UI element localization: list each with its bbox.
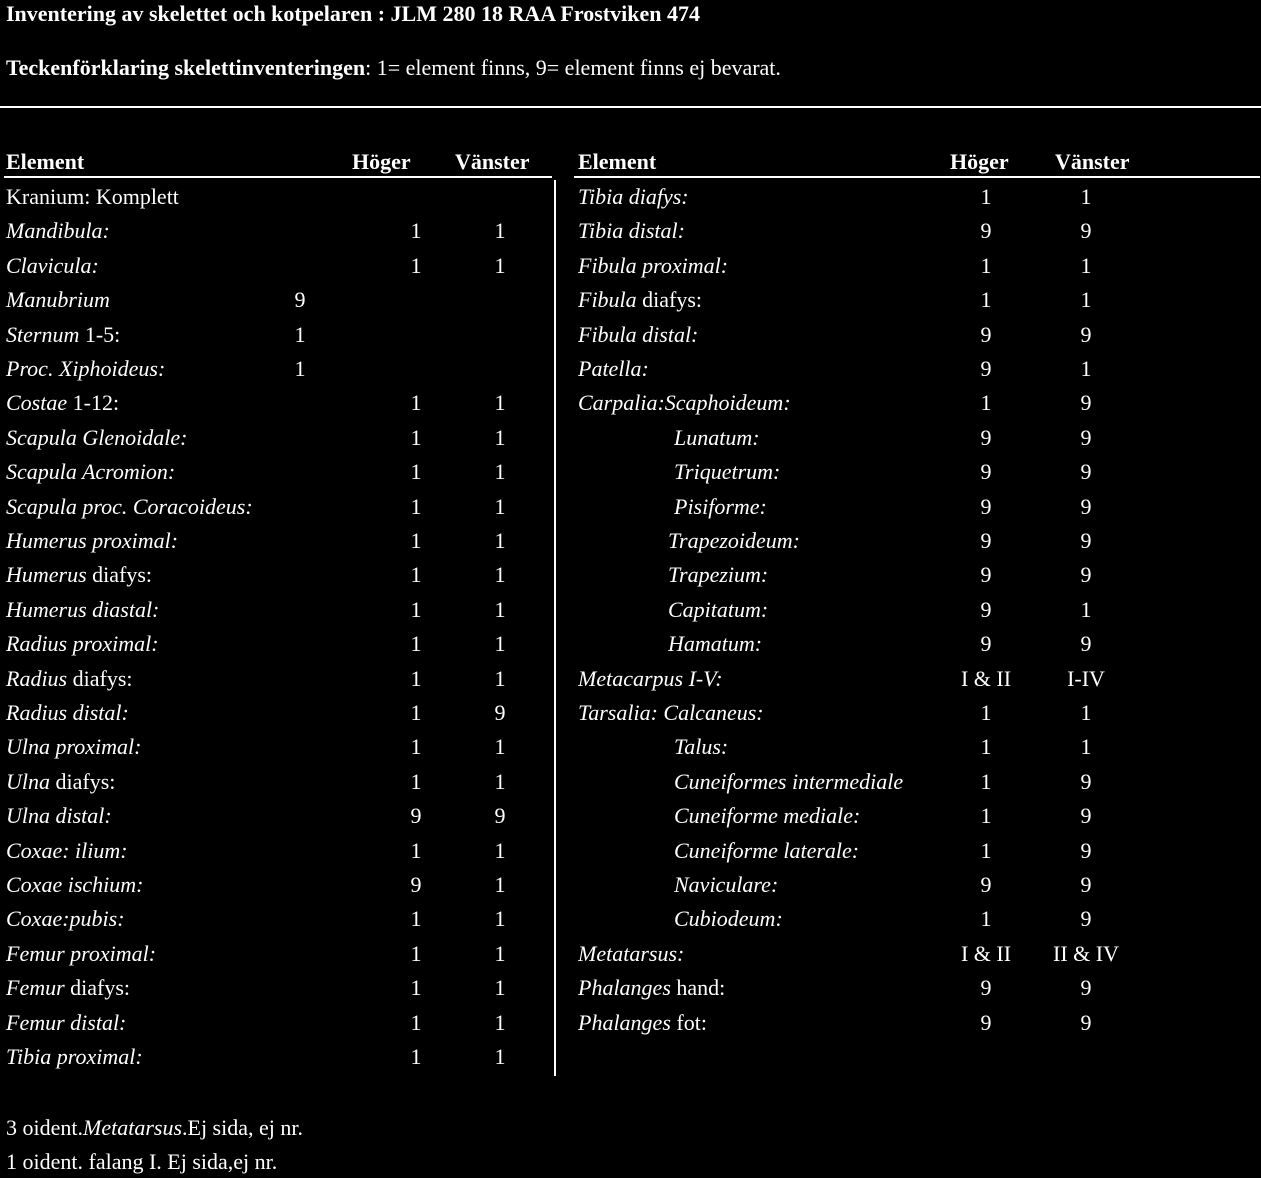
element-name-italic: Patella: — [578, 356, 649, 381]
left-table-row — [0, 558, 554, 592]
element-name-plain: hand: — [670, 975, 726, 1001]
value-hoger: 9 — [980, 528, 992, 553]
element-name-italic: Radius — [6, 665, 68, 691]
document-title: Inventering av skelettet och kotpelaren : JLM 280 18 RAA Frostviken 474 — [6, 1, 700, 26]
value-hoger: 1 — [980, 768, 992, 794]
column-divider — [554, 180, 556, 1076]
left-table-row — [0, 937, 554, 971]
right-table-row — [560, 834, 1260, 868]
element-name — [674, 490, 767, 524]
element-name — [6, 696, 129, 730]
value-hoger: 1 — [410, 665, 422, 691]
element-name-plain: diafys: — [86, 562, 153, 588]
element-name-italic: Naviculare: — [674, 872, 779, 897]
note-2 — [6, 1148, 277, 1176]
right-table-row — [560, 283, 1260, 317]
right-table-row — [560, 902, 1260, 936]
element-name-italic: Mandibula: — [6, 218, 110, 244]
element-name-italic: Talus: — [674, 734, 729, 760]
value-hoger: 9 — [980, 459, 992, 485]
left-table-row — [0, 455, 554, 489]
value-vanster: 9 — [1080, 872, 1092, 897]
left-table-row — [0, 490, 554, 524]
value-hoger: 1 — [410, 768, 422, 794]
right-table-row — [560, 1006, 1260, 1040]
left-header-underline — [4, 176, 552, 178]
left-table-row — [0, 352, 554, 386]
value-vanster: 1 — [494, 665, 506, 691]
value-hoger: I & II — [960, 940, 1012, 966]
element-name-italic: Scapula Acromion: — [6, 459, 176, 485]
value-hoger: 9 — [980, 321, 992, 347]
left-header-vanster: Vänster — [455, 149, 530, 174]
right-table-row — [560, 696, 1260, 730]
element-name — [6, 421, 187, 455]
value-vanster: 9 — [494, 700, 506, 725]
value-vanster: 9 — [1080, 424, 1092, 450]
element-name — [6, 249, 99, 283]
note-1 — [6, 1114, 303, 1142]
value-vanster: 9 — [1080, 562, 1092, 588]
element-name-italic: Scapula proc. Coracoideus: — [6, 493, 253, 519]
value-vanster: 1 — [1080, 252, 1092, 278]
element-name-italic: Scapula Glenoidale: — [6, 424, 188, 450]
right-table-row — [560, 662, 1260, 696]
value-hoger: 1 — [410, 940, 422, 966]
element-name-italic: Ulna distal: — [6, 803, 112, 829]
right-table-row — [560, 937, 1260, 971]
value-hoger: 1 — [410, 459, 422, 485]
value-vanster: 1 — [494, 1009, 506, 1035]
element-name-italic: Proc. Xiphoideus: — [6, 356, 166, 381]
value-vanster: 1 — [494, 459, 506, 485]
element-name — [674, 834, 859, 868]
value-hoger: 9 — [980, 872, 992, 897]
element-name-italic: Tarsalia: Calcaneus: — [578, 700, 764, 725]
value-vanster: 1 — [494, 390, 506, 416]
note-1-after: .Ej sida, ej nr. — [182, 1115, 303, 1140]
right-table-row — [560, 490, 1260, 524]
element-name-italic: Femur — [6, 975, 65, 1001]
element-name — [674, 799, 860, 833]
value-hoger: 1 — [980, 906, 992, 932]
element-name — [6, 730, 141, 764]
right-table-row — [560, 214, 1260, 248]
value-vanster: 1 — [494, 218, 506, 244]
right-table-row — [560, 180, 1260, 214]
element-name — [668, 627, 762, 661]
value-vanster: 9 — [1080, 803, 1092, 829]
right-table-row — [560, 318, 1260, 352]
right-table-row — [560, 765, 1260, 799]
right-table-row — [560, 421, 1260, 455]
element-name-plain: diafys: — [636, 287, 703, 313]
element-name-italic: Humerus diastal: — [6, 596, 160, 622]
value-vanster: 1 — [1080, 287, 1092, 313]
left-table-row — [0, 799, 554, 833]
value-vanster: 1 — [494, 424, 506, 450]
value-hoger: 1 — [410, 562, 422, 588]
element-name — [578, 283, 702, 317]
value-vanster: 1 — [494, 562, 506, 588]
value-vanster: 9 — [1080, 1009, 1092, 1035]
value-hoger: 1 — [980, 837, 992, 863]
element-name-italic: Lunatum: — [674, 424, 760, 450]
value-vanster: 1 — [494, 596, 506, 622]
value-vanster: 1 — [494, 975, 506, 1001]
left-table-row — [0, 868, 554, 902]
value-vanster: 1 — [494, 631, 506, 657]
element-name — [6, 318, 120, 352]
element-name — [6, 1040, 143, 1074]
element-name-italic: Coxae:pubis: — [6, 906, 125, 932]
element-name — [6, 455, 175, 489]
element-name-italic: Costae — [6, 390, 68, 416]
value-vanster: 9 — [1080, 768, 1092, 794]
right-header-hoger: Höger — [950, 149, 1009, 174]
element-name-plain: 1-5: — [79, 321, 121, 347]
element-name-italic: Cuneiforme mediale: — [674, 803, 861, 829]
right-table-row — [560, 627, 1260, 661]
value-hoger: 1 — [410, 1044, 422, 1069]
element-name — [578, 249, 728, 283]
element-name-italic: Tibia distal: — [578, 218, 685, 244]
right-table-row — [560, 386, 1260, 420]
value-hoger: 1 — [410, 252, 422, 278]
element-name-plain: 1-12: — [67, 390, 120, 416]
right-table-row — [560, 558, 1260, 592]
value-hoger: I & II — [960, 665, 1012, 691]
value-hoger: 1 — [980, 734, 992, 760]
element-name-plain: diafys: — [64, 975, 131, 1001]
element-name-italic: Fibula proximal: — [578, 252, 729, 278]
value-vanster: II & IV — [1053, 940, 1119, 966]
left-table-row — [0, 1040, 554, 1074]
element-name-italic: Cubiodeum: — [674, 906, 783, 932]
value-vanster: 1 — [494, 872, 506, 897]
value-unsided: 1 — [294, 356, 306, 381]
element-name — [578, 937, 684, 971]
element-name-italic: Metatarsus: — [578, 940, 685, 966]
element-name-italic: Cuneiformes intermediale — [674, 768, 904, 794]
value-hoger: 1 — [980, 700, 992, 725]
element-name — [6, 386, 119, 420]
element-name — [6, 214, 110, 248]
value-vanster: 1 — [494, 906, 506, 932]
value-hoger: 1 — [410, 528, 422, 553]
element-name — [578, 318, 698, 352]
value-hoger: 1 — [980, 287, 992, 313]
element-name-plain: diafys: — [50, 768, 116, 794]
element-name-italic: Femur proximal: — [6, 940, 157, 966]
value-hoger: 9 — [980, 1009, 992, 1035]
value-vanster: 9 — [494, 803, 506, 829]
value-hoger: 1 — [410, 1009, 422, 1035]
element-name — [6, 352, 165, 386]
left-table-row — [0, 593, 554, 627]
left-table-row — [0, 386, 554, 420]
value-vanster: 9 — [1080, 390, 1092, 416]
left-table-row — [0, 180, 554, 214]
element-name-italic: Ulna proximal: — [6, 734, 142, 760]
value-vanster: 1 — [494, 528, 506, 553]
element-name-italic: Carpalia:Scaphoideum: — [578, 390, 791, 416]
value-hoger: 9 — [980, 631, 992, 657]
element-name-plain: Kranium: Komplett — [6, 184, 179, 209]
element-name-italic: Pisiforme: — [674, 493, 767, 519]
value-unsided: 1 — [294, 321, 306, 347]
left-table-row — [0, 765, 554, 799]
element-name — [578, 352, 649, 386]
element-name-italic: Fibula distal: — [578, 321, 699, 347]
value-vanster: 9 — [1080, 906, 1092, 932]
element-name — [6, 937, 156, 971]
value-vanster: I-IV — [1067, 665, 1105, 691]
note-1-before: 3 oident. — [6, 1115, 83, 1140]
element-name-italic: Capitatum: — [668, 596, 769, 622]
left-table-row — [0, 421, 554, 455]
left-table-row — [0, 1006, 554, 1040]
value-vanster: 9 — [1080, 975, 1092, 1001]
value-hoger: 9 — [980, 975, 992, 1001]
element-name-italic: Tibia proximal: — [6, 1044, 143, 1069]
legend-text: : 1= element finns, 9= element finns ej bevarat. — [365, 55, 781, 80]
element-name-italic: Fibula — [578, 287, 637, 313]
value-vanster: 1 — [1080, 700, 1092, 725]
legend-line — [6, 54, 781, 82]
element-name — [674, 421, 760, 455]
left-table-row — [0, 249, 554, 283]
element-name — [6, 868, 143, 902]
right-header-element: Element — [578, 149, 657, 174]
legend-label: Teckenförklaring skelettinventeringen — [6, 55, 366, 80]
value-hoger: 1 — [410, 906, 422, 932]
element-name-italic: Tibia diafys: — [578, 184, 689, 209]
value-hoger: 9 — [980, 356, 992, 381]
element-name-italic: Trapezium: — [668, 562, 769, 588]
right-table-row — [560, 799, 1260, 833]
value-hoger: 9 — [980, 562, 992, 588]
element-name — [6, 490, 253, 524]
value-vanster: 9 — [1080, 837, 1092, 863]
value-hoger: 1 — [410, 837, 422, 863]
element-name-italic: Cuneiforme laterale: — [674, 837, 860, 863]
element-name — [578, 1006, 707, 1040]
value-hoger: 1 — [410, 631, 422, 657]
value-vanster: 9 — [1080, 528, 1092, 553]
element-name — [6, 593, 159, 627]
left-table-row — [0, 318, 554, 352]
element-name-italic: Radius proximal: — [6, 631, 159, 657]
element-name-italic: Clavicula: — [6, 252, 99, 278]
value-hoger: 9 — [980, 596, 992, 622]
element-name — [668, 593, 768, 627]
value-vanster: 9 — [1080, 321, 1092, 347]
note-1-italic: Metatarsus — [83, 1115, 182, 1140]
element-name — [6, 971, 130, 1005]
value-vanster: 1 — [494, 493, 506, 519]
value-hoger: 1 — [980, 184, 992, 209]
left-table-row — [0, 214, 554, 248]
right-header-vanster: Vänster — [1055, 149, 1130, 174]
note-2-text: 1 oident. falang I. Ej sida,ej nr. — [6, 1149, 278, 1174]
value-vanster: 1 — [494, 1044, 506, 1069]
value-vanster: 9 — [1080, 218, 1092, 244]
element-name-italic: Trapezoideum: — [668, 528, 800, 553]
element-name-italic: Phalanges — [578, 1009, 671, 1035]
right-header-underline — [574, 176, 1260, 178]
element-name-italic: Triquetrum: — [674, 459, 781, 485]
element-name — [578, 696, 764, 730]
value-hoger: 1 — [410, 493, 422, 519]
right-table-row — [560, 730, 1260, 764]
value-vanster: 1 — [494, 837, 506, 863]
element-name-italic: Phalanges — [578, 975, 671, 1001]
element-name — [578, 214, 685, 248]
element-name — [6, 902, 125, 936]
value-vanster: 9 — [1080, 493, 1092, 519]
value-vanster: 1 — [1080, 356, 1092, 381]
left-table-row — [0, 834, 554, 868]
right-table-row — [560, 524, 1260, 558]
element-name — [674, 868, 778, 902]
right-table-row — [560, 249, 1260, 283]
element-name-italic: Coxae: ilium: — [6, 837, 128, 863]
value-vanster: 1 — [494, 768, 506, 794]
left-table-row — [0, 524, 554, 558]
element-name — [674, 765, 903, 799]
left-header-element: Element — [6, 149, 85, 174]
element-name-italic: Humerus — [6, 562, 87, 588]
value-hoger: 1 — [410, 596, 422, 622]
left-table-row — [0, 283, 554, 317]
element-name — [668, 558, 768, 592]
value-hoger: 9 — [410, 872, 422, 897]
element-name — [6, 799, 112, 833]
element-name — [674, 902, 783, 936]
value-hoger: 1 — [410, 218, 422, 244]
left-table-row — [0, 730, 554, 764]
element-name — [6, 765, 115, 799]
element-name — [6, 627, 159, 661]
element-name — [578, 971, 725, 1005]
element-name — [674, 455, 780, 489]
element-name — [578, 386, 791, 420]
value-hoger: 1 — [410, 390, 422, 416]
element-name — [6, 524, 178, 558]
element-name-italic: Femur distal: — [6, 1009, 127, 1035]
left-header-hoger: Höger — [352, 149, 411, 174]
element-name-italic: Metacarpus I-V: — [578, 665, 723, 691]
value-vanster: 1 — [494, 734, 506, 760]
left-table-row — [0, 696, 554, 730]
top-rule — [0, 106, 1261, 108]
value-vanster: 9 — [1080, 631, 1092, 657]
left-table-row — [0, 662, 554, 696]
element-name — [6, 283, 110, 317]
left-table-row — [0, 971, 554, 1005]
value-hoger: 1 — [410, 424, 422, 450]
value-vanster: 9 — [1080, 459, 1092, 485]
value-hoger: 9 — [980, 424, 992, 450]
right-table-row — [560, 593, 1260, 627]
value-vanster: 1 — [1080, 596, 1092, 622]
element-name — [6, 180, 179, 214]
right-table-row — [560, 352, 1260, 386]
left-table-row — [0, 627, 554, 661]
right-table-row — [560, 868, 1260, 902]
element-name — [6, 558, 152, 592]
element-name-italic: Hamatum: — [668, 631, 763, 657]
value-hoger: 1 — [410, 734, 422, 760]
right-table-row — [560, 455, 1260, 489]
element-name-plain: fot: — [670, 1009, 707, 1035]
value-hoger: 1 — [980, 252, 992, 278]
element-name — [6, 1006, 126, 1040]
value-hoger: 9 — [980, 493, 992, 519]
element-name — [578, 662, 723, 696]
element-name — [6, 662, 133, 696]
element-name — [578, 180, 689, 214]
element-name — [668, 524, 800, 558]
element-name-plain: diafys: — [67, 665, 133, 691]
element-name-italic: Radius distal: — [6, 700, 129, 725]
value-vanster: 1 — [494, 252, 506, 278]
element-name-italic: Coxae ischium: — [6, 872, 144, 897]
value-vanster: 1 — [1080, 184, 1092, 209]
left-table-row — [0, 902, 554, 936]
element-name-italic: Sternum — [6, 321, 80, 347]
right-table-row — [560, 971, 1260, 1005]
value-hoger: 1 — [980, 803, 992, 829]
value-vanster: 1 — [1080, 734, 1092, 760]
value-hoger: 1 — [410, 975, 422, 1001]
value-vanster: 1 — [494, 940, 506, 966]
value-hoger: 1 — [980, 390, 992, 416]
value-hoger: 9 — [980, 218, 992, 244]
element-name — [674, 730, 728, 764]
value-hoger: 9 — [410, 803, 422, 829]
element-name-italic: Ulna — [6, 768, 50, 794]
value-unsided: 9 — [294, 287, 306, 313]
element-name-italic: Humerus proximal: — [6, 528, 179, 553]
element-name-italic: Manubrium — [6, 287, 110, 313]
value-hoger: 1 — [410, 700, 422, 725]
element-name — [6, 834, 128, 868]
